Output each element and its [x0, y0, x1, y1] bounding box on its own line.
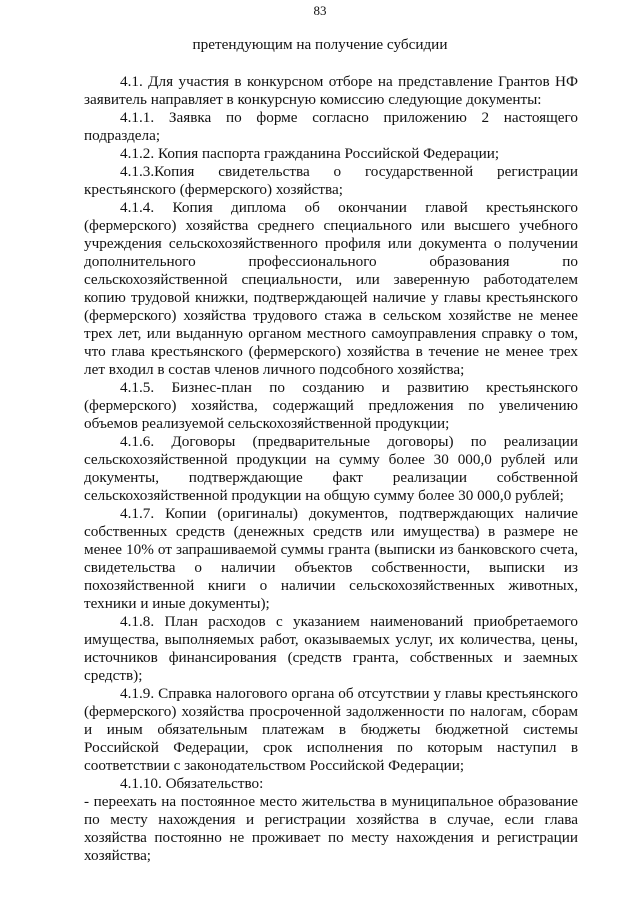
paragraph: 4.1.4. Копия диплома об окончании главой крестьянского (фермерского) хозяйства среднего специального или высшего учебного учреждения сельскохозяйственного профиля или документа о получении дополнительного профессионального образования по сельскохозяйственной специальности, или заверенную работодателем копию трудовой книжки, подтверждающей наличие у главы крестьянского (фермерского) хозяйства трудового стажа в сельском хозяйстве не менее трех лет, или выданную органом местного самоуправления справку о том, что глава крестьянского (фермерского) хозяйства в течение не менее трех лет входил в состав членов личного подсобного хозяйства;	[84, 199, 578, 378]
page-number: 83	[313, 3, 327, 18]
section-heading: претендующим на получение субсидии	[192, 36, 448, 53]
document-body	[84, 73, 578, 865]
paragraph: 4.1.8. План расходов с указанием наименований приобретаемого имущества, выполняемых работ, оказываемых услуг, их количества, цены, источников финансирования (средств гранта, собственных и заемных средств);	[84, 613, 578, 684]
paragraph: 4.1.6. Договоры (предварительные договоры) по реализации сельскохозяйственной продукции на сумму более 30 000,0 рублей или документы, подтверждающие факт реализации собственной сельскохозяйственной продукции на общую сумму более 30 000,0 рублей;	[84, 433, 578, 504]
paragraph: 4.1.10. Обязательство:	[120, 775, 264, 792]
paragraph: - переехать на постоянное место жительства в муниципальное образование по месту нахождения и регистрации хозяйства в случае, если глава хозяйства постоянно не проживает по месту нахождения и регистрации хозяйства;	[84, 793, 578, 864]
paragraph: 4.1.1. Заявка по форме согласно приложению 2 настоящего подраздела;	[84, 109, 578, 144]
paragraph: 4.1. Для участия в конкурсном отборе на представление Грантов НФ заявитель направляет в конкурсную комиссию следующие документы:	[84, 73, 578, 108]
paragraph: 4.1.2. Копия паспорта гражданина Российской Федерации;	[120, 145, 500, 162]
paragraph: 4.1.7. Копии (оригиналы) документов, подтверждающих наличие собственных средств (денежных средств или имущества) в размере не менее 10% от запрашиваемой суммы гранта (выписки из банковского счета, свидетельства о наличии объектов собственности, выписки из похозяйственной книги о наличии сельскохозяйственных животных, техники и иные документы);	[84, 505, 578, 612]
paragraph: 4.1.5. Бизнес-план по созданию и развитию крестьянского (фермерского) хозяйства, содержащий предложения по увеличению объемов реализуемой сельскохозяйственной продукции;	[84, 379, 578, 432]
paragraph: 4.1.9. Справка налогового органа об отсутствии у главы крестьянского (фермерского) хозяйства просроченной задолженности по налогам, сборам и иным обязательным платежам в бюджеты бюджетной системы Российской Федерации, срок исполнения по которым наступил в соответствии с законодательством Российской Федерации;	[84, 685, 578, 774]
paragraph: 4.1.3.Копия свидетельства о государственной регистрации крестьянского (фермерского) хозяйства;	[84, 163, 578, 198]
